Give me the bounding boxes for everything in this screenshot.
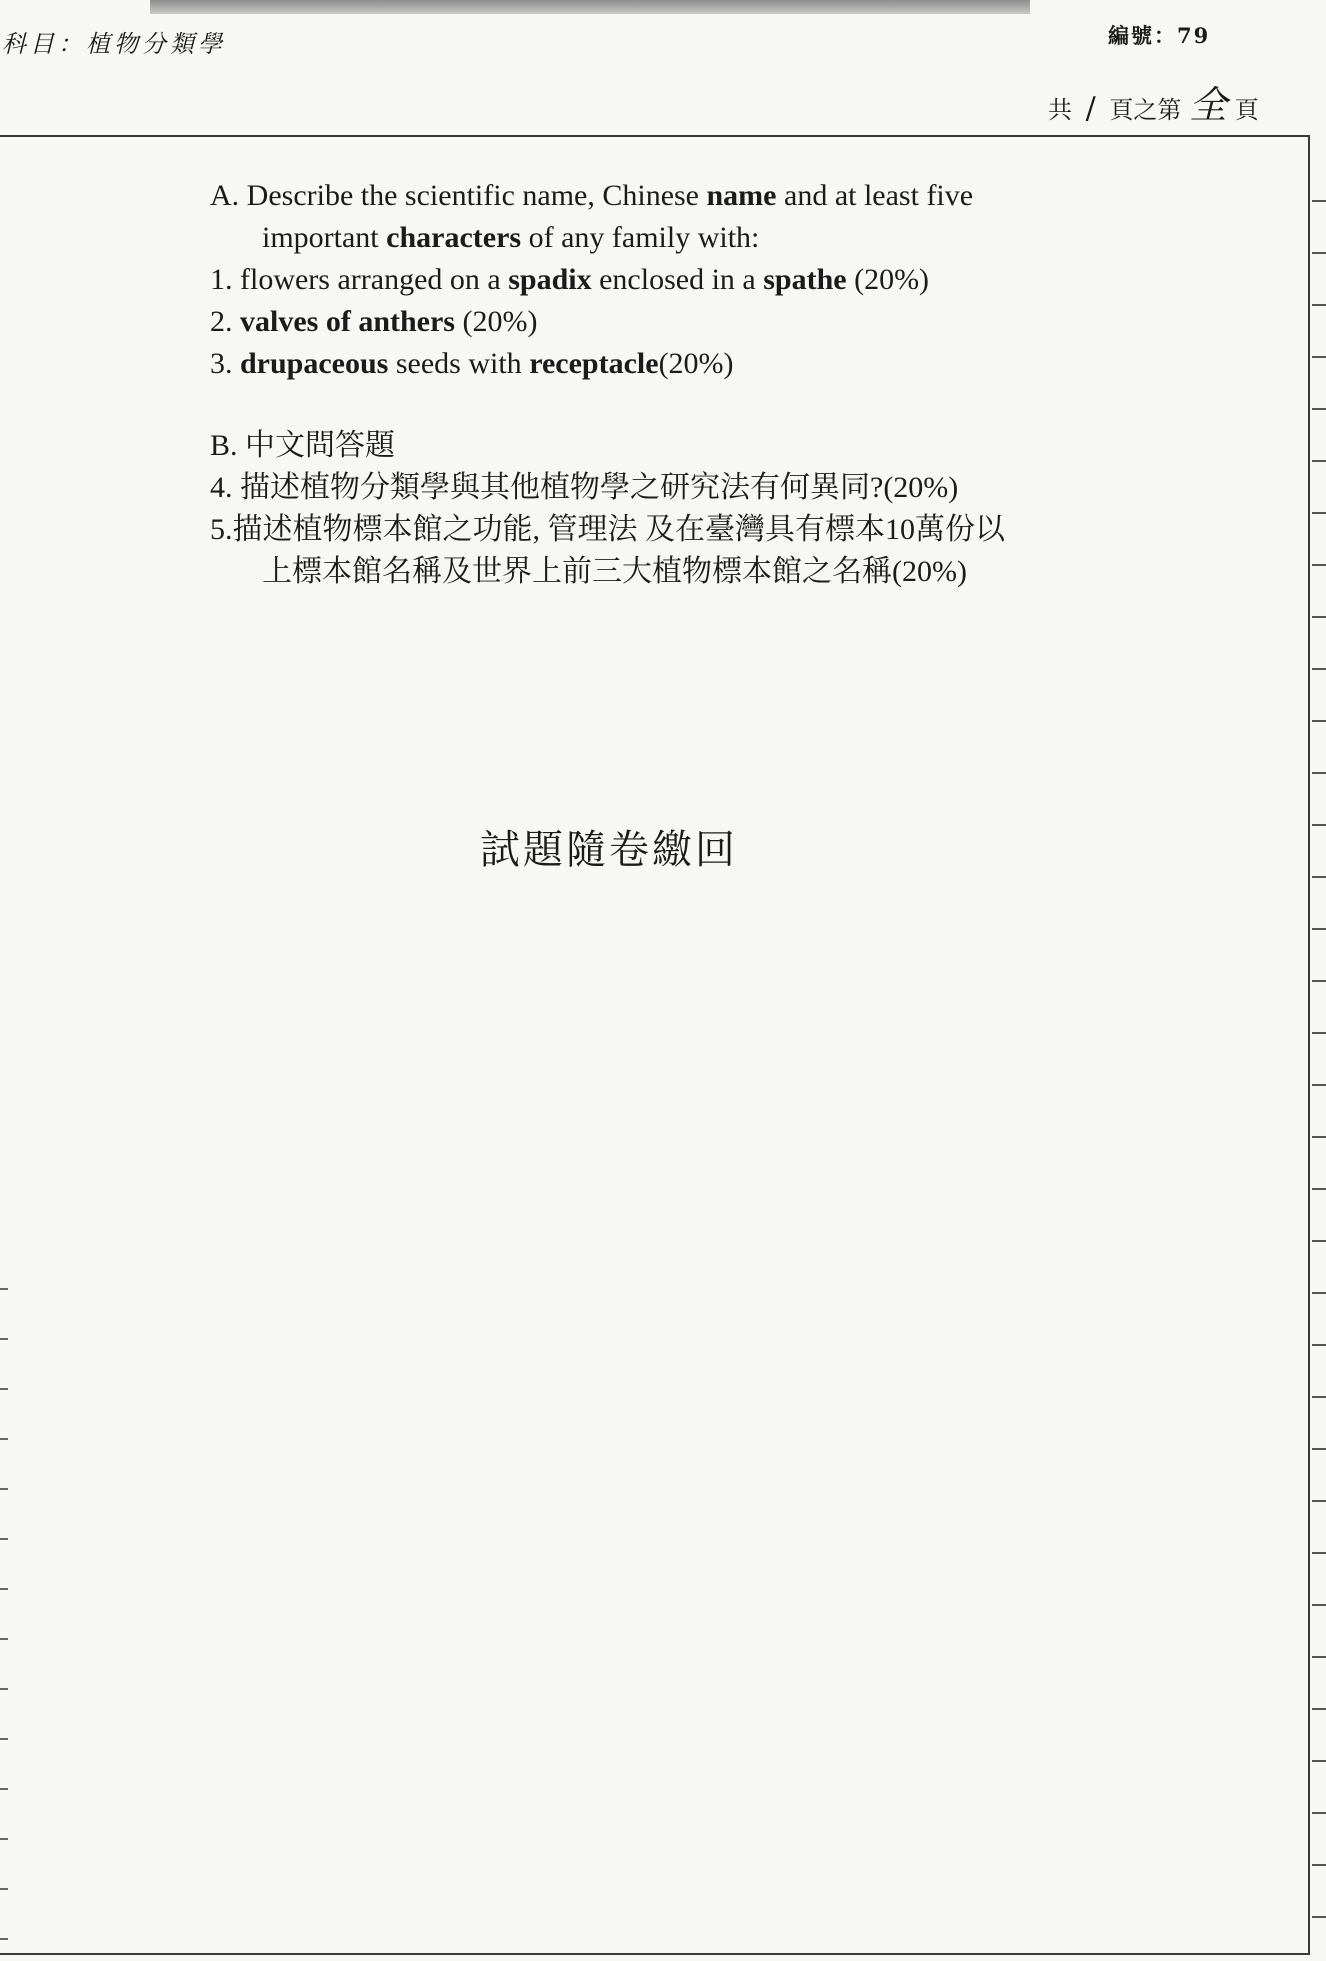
page-count-current: 全 [1189, 83, 1228, 127]
text-segment: seeds with [388, 347, 530, 380]
bold-term: spadix [508, 263, 592, 296]
part-a-intro-line-1 [210, 175, 1110, 217]
question-2 [210, 301, 1110, 343]
left-margin-ticks [0, 1240, 8, 1940]
text-segment: and at least five [776, 179, 974, 212]
bold-term: valves of anthers [240, 305, 455, 338]
return-paper-notice: 試題隨卷繳回 [480, 827, 738, 873]
bold-term: spathe [763, 263, 847, 296]
exam-subject: 科目：植物分類學 [2, 30, 226, 58]
scanned-header-strip [150, 0, 1030, 14]
part-b-heading: B. 中文問答題 [210, 429, 396, 462]
text-segment: (20%) [658, 347, 734, 380]
text-segment: enclosed in a [591, 263, 764, 296]
part-a-intro-line-2 [210, 217, 1110, 259]
page-count-total: / [1085, 91, 1096, 126]
text-segment: A. Describe the scientific name, Chinese [210, 179, 707, 212]
text-segment: 1. flowers arranged on a [210, 263, 509, 296]
text-segment: 2. [210, 305, 240, 338]
text-segment: (20%) [846, 263, 930, 296]
exam-content [210, 175, 1110, 593]
page-count-prefix: 共 [1048, 96, 1072, 124]
bold-term: receptacle [529, 347, 659, 380]
page-count-middle: 頁之第 [1109, 96, 1182, 124]
text-segment: important [262, 221, 387, 254]
text-segment: (20%) [454, 305, 538, 338]
question-3 [210, 343, 1110, 385]
right-margin-ticks [1312, 150, 1326, 1950]
bold-term: characters [386, 221, 522, 254]
bold-term: drupaceous [240, 347, 389, 380]
bold-term: name [706, 179, 777, 212]
question-5-line-2: 上標本館名稱及世界上前三大植物標本館之名稱(20%) [262, 555, 967, 588]
page-count-suffix: 頁 [1234, 96, 1259, 124]
question-4: 4. 描述植物分類學與其他植物學之研究法有何異同?(20%) [210, 471, 959, 504]
question-1 [210, 259, 1110, 301]
exam-code: 編號：79 [1108, 23, 1211, 48]
text-segment: 3. [210, 347, 240, 380]
page-count [1048, 74, 1259, 129]
question-5-line-1: 5.描述植物標本館之功能, 管理法 及在臺灣具有標本10萬份以 [210, 513, 1005, 546]
text-segment: of any family with: [521, 221, 760, 254]
